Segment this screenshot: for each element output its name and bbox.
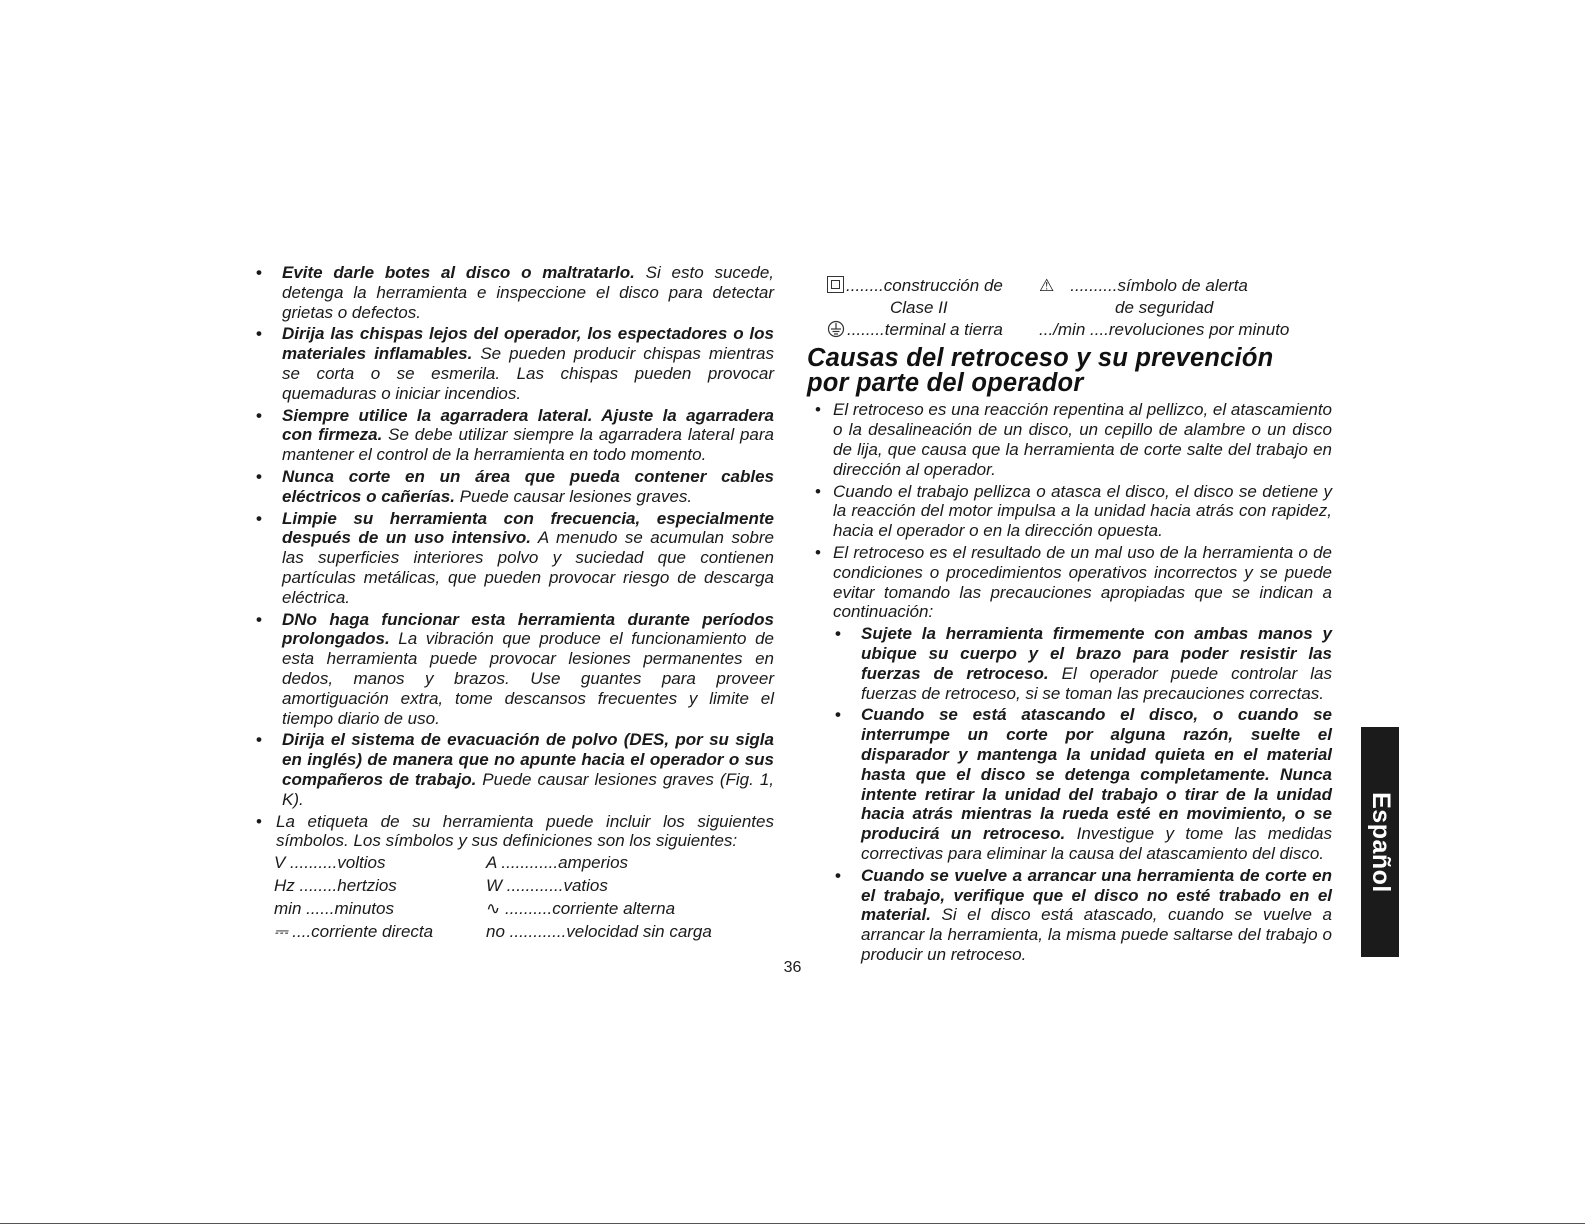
heading-line-2: por parte del operador bbox=[807, 369, 1084, 398]
bullet-dot: • bbox=[256, 730, 262, 750]
bullet-text: El operador puede controlar las fuerzas de retroceso, si se toman las precauciones correctas. bbox=[861, 663, 1332, 703]
symbol-ac: ∿ ..........corriente alterna bbox=[486, 898, 676, 918]
bullet-dot: • bbox=[256, 405, 262, 425]
class2-label-cont: Clase II bbox=[890, 297, 948, 317]
right-bullet-2 bbox=[815, 482, 1332, 541]
bullet-text: Se pueden producir chispas mientras se corta o se esmerila. Las chispas pueden provocar quemaduras o iniciar incendios. bbox=[282, 344, 775, 403]
bullet-text: Cuando el trabajo pellizca o atasca el disco, el disco se detiene y la reacción del motor impulsa a la unidad hacia atrás con rapidez, hacia el operador o en la dirección opuesta. bbox=[833, 481, 1332, 541]
ground-icon bbox=[827, 320, 845, 338]
ground-label: ........terminal a tierra bbox=[847, 319, 1003, 339]
left-bullet-4 bbox=[256, 467, 774, 507]
sub-bullet-1 bbox=[835, 624, 1332, 703]
sub-bullet-list bbox=[835, 624, 1332, 965]
bullet-bold: Siempre utilice la agarradera lateral. Ajuste la agarradera con firmeza. bbox=[282, 405, 774, 445]
bullet-dot: • bbox=[256, 609, 262, 629]
page-number: 36 bbox=[783, 959, 802, 976]
bullet-bold: Limpie su herramienta con frecuencia, especialmente después de un uso intensivo. bbox=[282, 508, 774, 548]
symbol-volts: V ..........voltios bbox=[274, 853, 386, 873]
symbol-no-load-speed: no ............velocidad sin carga bbox=[486, 921, 712, 941]
symbol-watts: W ............vatios bbox=[486, 875, 608, 895]
alert-label-cont: de seguridad bbox=[1115, 297, 1214, 317]
bullet-text: La vibración que produce el funcionamiento de esta herramienta puede provocar lesiones permanentes en dedos, manos y brazos. Use guantes para proveer amortiguación extra, tome descansos frecuentes y limite el tiempo diario de uso. bbox=[282, 629, 774, 728]
bullet-bold: Sujete la herramienta firmemente con ambas manos y ubique su cuerpo y el brazo para poder resistir las fuerzas de retroceso. bbox=[861, 624, 1332, 683]
class2-label: ........construcción de bbox=[846, 276, 1003, 295]
bullet-dot: • bbox=[256, 263, 262, 282]
left-bullet-7 bbox=[256, 730, 774, 809]
left-bullet-2 bbox=[256, 324, 774, 403]
bullet-text: Si el disco está atascado, cuando se vuelve a arrancar la herramienta, la misma puede saltarse del trabajo o producir un retroceso. bbox=[861, 905, 1332, 964]
bullet-dot: • bbox=[256, 811, 262, 831]
symbols-intro bbox=[256, 812, 774, 852]
bullet-dot: • bbox=[815, 481, 821, 501]
bullet-dot: • bbox=[256, 466, 262, 486]
bullet-dot: • bbox=[256, 324, 262, 344]
sub-bullet-2 bbox=[835, 705, 1332, 863]
bullet-dot: • bbox=[835, 865, 841, 885]
bullet-text: El retroceso es una reacción repentina al pellizco, el atascamiento o la desalineación de un disco, un cepillo de alambre o un disco de lija, que causa que la herramienta de corte salte del trabajo en dirección al operador. bbox=[833, 400, 1332, 479]
bullet-text: Se debe utilizar siempre la agarradera lateral para mantener el control de la herramienta en todo momento. bbox=[282, 425, 774, 465]
symbol-dc: ⎓ ....corriente directa bbox=[274, 921, 434, 941]
bullet-dot: • bbox=[835, 705, 841, 725]
right-bullet-1 bbox=[815, 400, 1332, 479]
bullet-dot: • bbox=[256, 508, 262, 528]
bullet-dot: • bbox=[815, 542, 821, 562]
left-column bbox=[256, 263, 774, 941]
symbol-amps: A ............amperios bbox=[486, 853, 629, 873]
alert-symbol bbox=[1039, 276, 1339, 296]
bullet-text: Puede causar lesiones graves (Fig. 1, K). bbox=[282, 769, 774, 809]
sub-bullet-3 bbox=[835, 866, 1332, 965]
bullet-dot: • bbox=[815, 400, 821, 420]
class2-symbol bbox=[827, 276, 1039, 296]
symbols-table bbox=[274, 853, 774, 941]
symbol-minutes: min ......minutos bbox=[274, 898, 394, 918]
symbols-intro-text: La etiqueta de su herramienta puede incluir los siguientes símbolos. Los símbolos y sus definiciones son los siguientes: bbox=[276, 811, 774, 851]
bottom-divider bbox=[0, 1223, 1585, 1224]
heading-line-1: Causas del retroceso y su prevención bbox=[807, 344, 1274, 373]
left-bullet-3 bbox=[256, 406, 774, 465]
left-bullet-6 bbox=[256, 610, 774, 729]
top-symbols bbox=[827, 276, 1332, 339]
bullet-bold: Evite darle botes al disco o maltratarlo. bbox=[282, 263, 635, 282]
bullet-bold: Dirija las chispas lejos del operador, los espectadores o los materiales inflamables. bbox=[282, 324, 774, 364]
bullet-text: Puede causar lesiones graves. bbox=[454, 486, 693, 506]
right-column bbox=[807, 276, 1332, 967]
language-tab-label: Español bbox=[1366, 791, 1395, 893]
bullet-text: El retroceso es el resultado de un mal uso de la herramienta o de condiciones o procedimientos operativos incorrectos y se puede evitar tomando las precauciones apropiadas que se indican a continuación: bbox=[833, 542, 1332, 622]
bullet-bold: DNo haga funcionar esta herramienta durante períodos prolongados. bbox=[282, 609, 774, 649]
bullet-dot: • bbox=[835, 624, 841, 644]
bullet-bold: Cuando se está atascando el disco, o cuando se interrumpe un corte por alguna razón, suelte el disparador y mantenga la unidad quieta en el material hasta que el disco se detenga completamente. Nunca intente retirar la unidad del trabajo o tirar de la unidad hacia atrás mientras la rueda esté en movimiento, o se producirá un retroceso. bbox=[861, 705, 1332, 844]
bullet-text: A menudo se acumulan sobre las superficies interiores polvo y suciedad que contienen partículas metálicas, que pueden provocar riesgo de descarga eléctrica. bbox=[282, 528, 774, 607]
bullet-text: Investigue y tome las medidas correctivas para eliminar la causa del atascamiento del disco. bbox=[861, 824, 1332, 863]
class2-icon bbox=[827, 276, 844, 293]
rpm-symbol: .../min ....revoluciones por minuto bbox=[1039, 319, 1290, 339]
language-tab bbox=[1361, 727, 1399, 957]
bullet-bold: Cuando se vuelve a arrancar una herramienta de corte en el trabajo, verifique que el disco no esté trabado en el material. bbox=[861, 865, 1332, 925]
left-bullet-1 bbox=[256, 263, 774, 322]
alert-label: ..........símbolo de alerta bbox=[1070, 276, 1248, 295]
ground-symbol bbox=[827, 320, 1039, 340]
section-heading bbox=[807, 346, 1332, 396]
symbol-hertz: Hz ........hertzios bbox=[274, 875, 397, 895]
left-bullet-5 bbox=[256, 509, 774, 608]
right-bullet-3 bbox=[815, 543, 1332, 622]
bullet-text: Si esto sucede, detenga la herramienta e inspeccione el disco para detectar grietas o defectos. bbox=[282, 263, 774, 322]
bullet-bold: Dirija el sistema de evacuación de polvo (DES, por su sigla en inglés) de manera que no apunte hacia el operador o sus compañeros de trabajo. bbox=[282, 730, 774, 789]
warning-icon: ⚠ bbox=[1039, 276, 1055, 295]
bullet-bold: Nunca corte en un área que pueda contener cables eléctricos o cañerías. bbox=[282, 466, 774, 506]
